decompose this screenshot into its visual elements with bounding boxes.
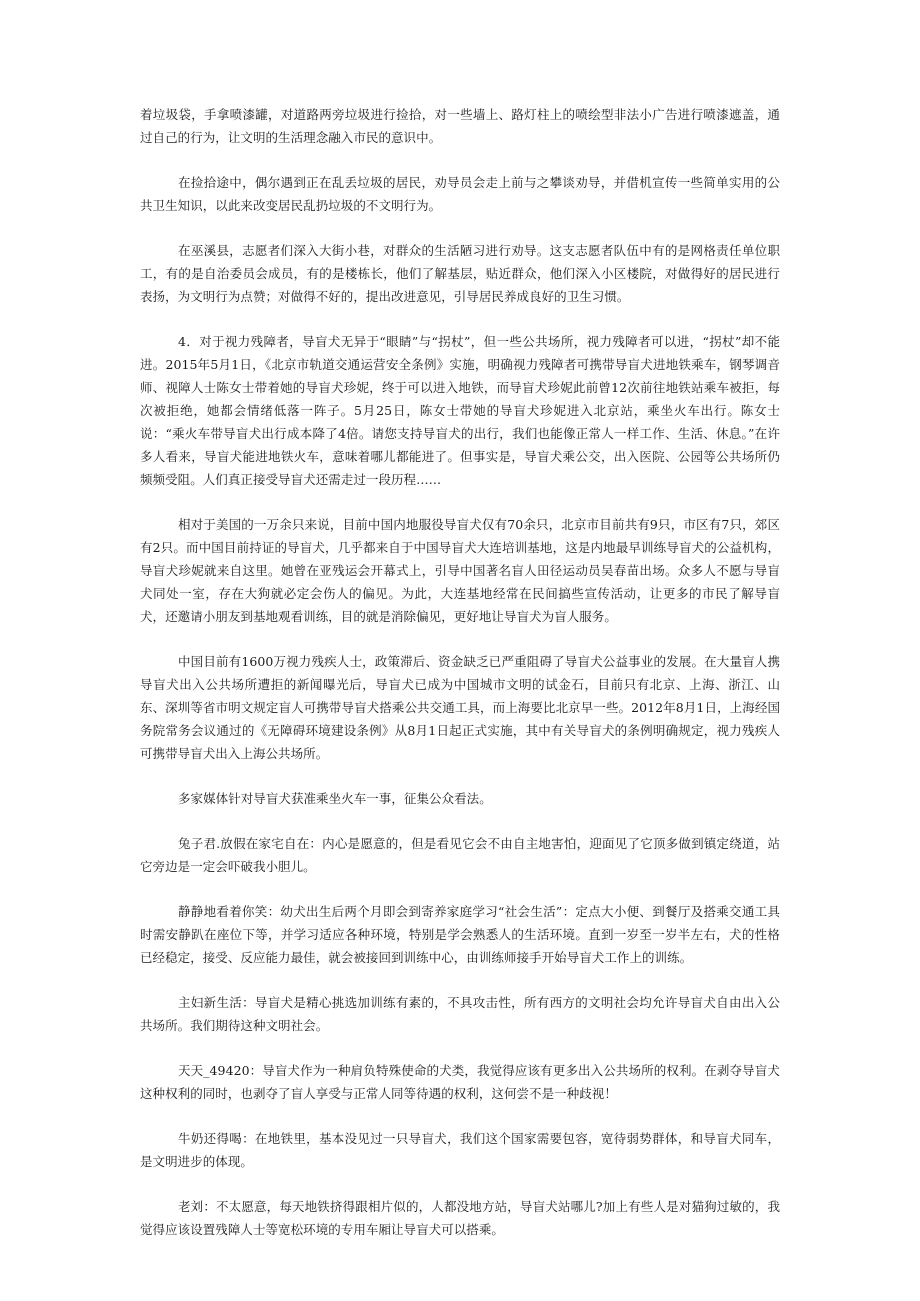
paragraph-4: 4．对于视力残障者，导盲犬无异于“眼睛”与“拐杖”，但一些公共场所，视力残障者可以进，“拐杖”却不能进。2015年5月1日，《北京市轨道交通运营安全条例》实施，明确视力残障者可携带导盲犬进地铁乘车，钢琴调音师、视障人士陈女士带着她的导盲犬珍妮，终于可以进入地铁，而导盲犬珍妮此前曾12次前往地铁站乘车被拒，每次被拒绝，她都会情绪低落一阵子。5月25日，陈女士带她的导盲犬珍妮进入北京站，乘坐火车出行。陈女士说：“乘火车带导盲犬出行成本降了4倍。请您支持导盲犬的出行，我们也能像正常人一样工作、生活、休息。”在许多人看来，导盲犬能进地铁火车，意味着哪儿都能进了。但事实是，导盲犬乘公交，出入医院、公园等公共场所仍频频受阻。人们真正接受导盲犬还需走过一段历程…… bbox=[140, 334, 780, 487]
paragraph-12: 牛奶还得喝：在地铁里，基本没见过一只导盲犬，我们这个国家需要包容，宽待弱势群体，和导盲犬同车，是文明进步的体现。 bbox=[140, 1131, 780, 1169]
paragraph-13: 老刘：不太愿意，每天地铁挤得跟相片似的，人都没地方站，导盲犬站哪儿?加上有些人是对猫狗过敏的，我觉得应该设置残障人士等宽松环境的专用车厢让导盲犬可以搭乘。 bbox=[140, 1199, 780, 1237]
paragraph-2: 在捡拾途中，偶尔遇到正在乱丢垃圾的居民，劝导员会走上前与之攀谈劝导，并借机宣传一些简单实用的公共卫生知识，以此来改变居民乱扔垃圾的不文明行为。 bbox=[140, 175, 780, 213]
paragraph-5: 相对于美国的一万余只来说，目前中国内地服役导盲犬仅有70余只，北京市目前共有9只，市区有7只，郊区有2只。而中国目前持证的导盲犬，几乎都来自于中国导盲犬大连培训基地，这是内地最早训练导盲犬的公益机构，导盲犬珍妮就来自这里。她曾在亚残运会开幕式上，引导中国著名盲人田径运动员吴春苗出场。众多人不愿与导盲犬同处一室，存在大狗就必定会伤人的偏见。为此，大连基地经常在民间搞些宣传活动，让更多的市民了解导盲犬，还邀请小朋友到基地观看训练，目的就是消除偏见，更好地让导盲犬为盲人服务。 bbox=[140, 517, 780, 624]
paragraph-3: 在巫溪县，志愿者们深入大街小巷，对群众的生活陋习进行劝导。这支志愿者队伍中有的是网格责任单位职工，有的是自治委员会成员，有的是楼栋长，他们了解基层，贴近群众，他们深入小区楼院，对做得好的居民进行表扬，为文明行为点赞；对做得不好的，提出改进意见，引导居民养成良好的卫生习惯。 bbox=[140, 243, 780, 304]
paragraph-1: 着垃圾袋，手拿喷漆罐，对道路两旁垃圾进行捡拾，对一些墙上、路灯柱上的喷绘型非法小广告进行喷漆遮盖，通过自己的行为，让文明的生活理念融入市民的意识中。 bbox=[140, 107, 780, 145]
paragraph-9: 静静地看着你笑：幼犬出生后两个月即会到寄养家庭学习“社会生活”：定点大小便、到餐厅及搭乘交通工具时需安静趴在座位下等，并学习适应各种环境，特别是学会熟悉人的生活环境。直到一岁至一岁半左右，犬的性格已经稳定，接受、反应能力最佳，就会被接回到训练中心，由训练师接手开始导盲犬工作上的训练。 bbox=[140, 904, 780, 965]
paragraph-7: 多家媒体针对导盲犬获准乘坐火车一事，征集公众看法。 bbox=[178, 791, 492, 806]
paragraph-6: 中国目前有1600万视力残疾人士，政策滞后、资金缺乏已严重阻碍了导盲犬公益事业的发展。在大量盲人携导盲犬出入公共场所遭拒的新闻曝光后，导盲犬已成为中国城市文明的试金石，目前只有北京、上海、浙江、山东、深圳等省市明文规定盲人可携带导盲犬搭乘公共交通工具，而上海要比北京早一些。2012年8月1日，上海经国务院常务会议通过的《无障碍环境建设条例》从8月1日起正式实施，其中有关导盲犬的条例明确规定，视力残疾人可携带导盲犬出入上海公共场所。 bbox=[140, 654, 780, 761]
paragraph-11: 天天_49420：导盲犬作为一种肩负特殊使命的犬类，我觉得应该有更多出入公共场所的权利。在剥夺导盲犬这种权利的同时，也剥夺了盲人享受与正常人同等待遇的权利，这何尝不是一种歧视！ bbox=[140, 1063, 780, 1101]
paragraph-10: 主妇新生活：导盲犬是精心挑选加训练有素的，不具攻击性，所有西方的文明社会均允许导盲犬自由出入公共场所。我们期待这种文明社会。 bbox=[140, 995, 780, 1033]
paragraph-8: 兔子君.放假在家宅自在：内心是愿意的，但是看见它会不由自主地害怕，迎面见了它顶多做到镇定绕道，站它旁边是一定会吓破我小胆儿。 bbox=[140, 836, 780, 874]
